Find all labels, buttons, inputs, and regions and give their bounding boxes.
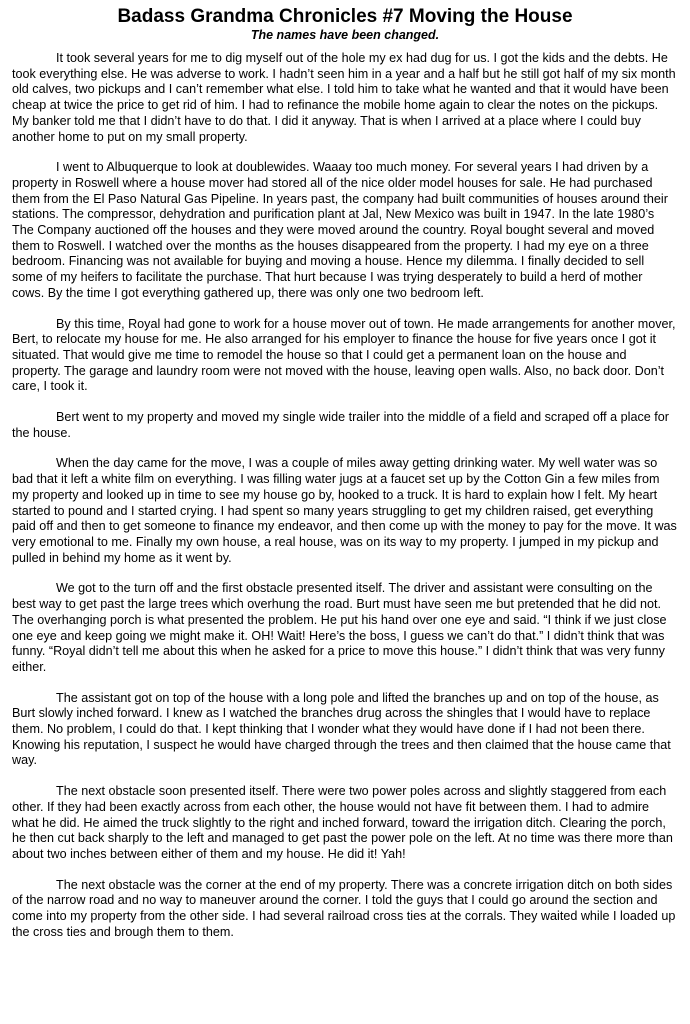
paragraph-5: When the day came for the move, I was a couple of miles away getting drinking water. My well water was so bad that it left a white film on everything. I was filling water jugs at a faucet set up by the Cotton Gin a few miles from my property and looked up in time to see my house go by, hooked to a truck. It is hard to explain how I felt. My heart started to pound and I started crying. I had spent so many years struggling to get my children raised, get everything paid off and then to get someone to finance my endeavor, and then come up with the money to pay for the move. It was very emotional to me. Finally my own house, a real house, was on its way to my property. I jumped in my pickup and pulled in behind my home as it went by. — [12, 456, 677, 565]
paragraph-7: The assistant got on top of the house with a long pole and lifted the branches up and on top of the house, as Burt slowly inched forward. I knew as I watched the branches drug across the shingles that I would have to replace them. No problem, I could do that. I kept thinking that I wonder what they would have done if I had not been there. Knowing his reputation, I suspect he would have charged through the trees and then claimed that the house came that way. — [12, 690, 671, 768]
document-subtitle: The names have been changed. — [250, 28, 440, 42]
document-title: Badass Grandma Chronicles #7 Moving the House — [117, 6, 573, 27]
paragraph-4: Bert went to my property and moved my single wide trailer into the middle of a field and scraped off a place for the house. — [12, 410, 669, 440]
paragraph-3: By this time, Royal had gone to work for a house mover out of town. He made arrangements for another mover, Bert, to relocate my house for me. He also arranged for his employer to finance the house for five years once I got it situated. That would give me time to remodel the house so that I could get a permanent loan on the house and property. The garage and laundry room were not moved with the house, leaving open walls. Also, no back door. Don’t care, I took it. — [12, 316, 676, 394]
paragraph-6: We got to the turn off and the first obstacle presented itself. The driver and assistant were consulting on the best way to get past the large trees which overhung the road. Burt must have seen me but pretended that he did not. The overhanging porch is what presented the problem. He put his hand over one eye and said. “I think if we just close one eye and keep going we might make it. OH! Wait! Here’s the boss, I guess we can’t do that.” I didn’t think that was funny. “Royal didn’t tell me about this when he asked for a price to move this house.” I didn’t think that was very funny either. — [12, 581, 667, 674]
paragraph-9: The next obstacle was the corner at the end of my property. There was a concrete irrigation ditch on both sides of the narrow road and no way to maneuver around the corner. I told the guys that I could go around the section and come into my property from the other side. I had several railroad cross ties at the corrals. They waited while I loaded up the cross ties and brough them to them. — [12, 877, 676, 939]
paragraph-1: It took several years for me to dig myself out of the hole my ex had dug for us. I got the kids and the debts. He took everything else. He was adverse to work. I hadn’t seen him in a year and a half but he still got half of my six month old calves, two pickups and I can’t remember what else. I told him to take what he wanted and that it would have been cheap at twice the price to get rid of him. I had to refinance the mobile home again to clear the notes on the pickups. My banker told me that I didn’t have to do that. I did it anyway. That is when I arrived at a place where I could buy another home to put on my small property. — [12, 51, 676, 144]
paragraph-8: The next obstacle soon presented itself. There were two power poles across and slightly staggered from each other. If they had been exactly across from each other, the house would not have fit between them. I had to admire what he did. He aimed the truck slightly to the right and inched forward, toward the irrigation ditch. Clearing the porch, he then cut back sharply to the left and managed to get past the power pole on the left. At no time was there more than about two inches between either of them and my house. He did it! Yah! — [12, 784, 673, 861]
paragraph-2: I went to Albuquerque to look at doublewides. Waaay too much money. For several years I had driven by a property in Roswell where a house mover had stored all of the nice older model houses for sale. He had purchased them from the El Paso Natural Gas Pipeline. In years past, the company had built communities of houses around their stations. The compressor, dehydration and purification plant at Jal, New Mexico was built in 1947. In the late 1980’s The Company auctioned off the houses and they were moved around the country. Royal bought several and moved them to Roswell. I watched over the months as the houses disappeared from the property. I had my eye on a three bedroom. Financing was not available for buying and moving a house. Hence my dilemma. I finally decided to sell some of my heifers to facilitate the purchase. That hurt because I was trying desperately to build a herd of mother cows. By the time I got everything gathered up, there was only one two bedroom left. — [12, 160, 668, 300]
